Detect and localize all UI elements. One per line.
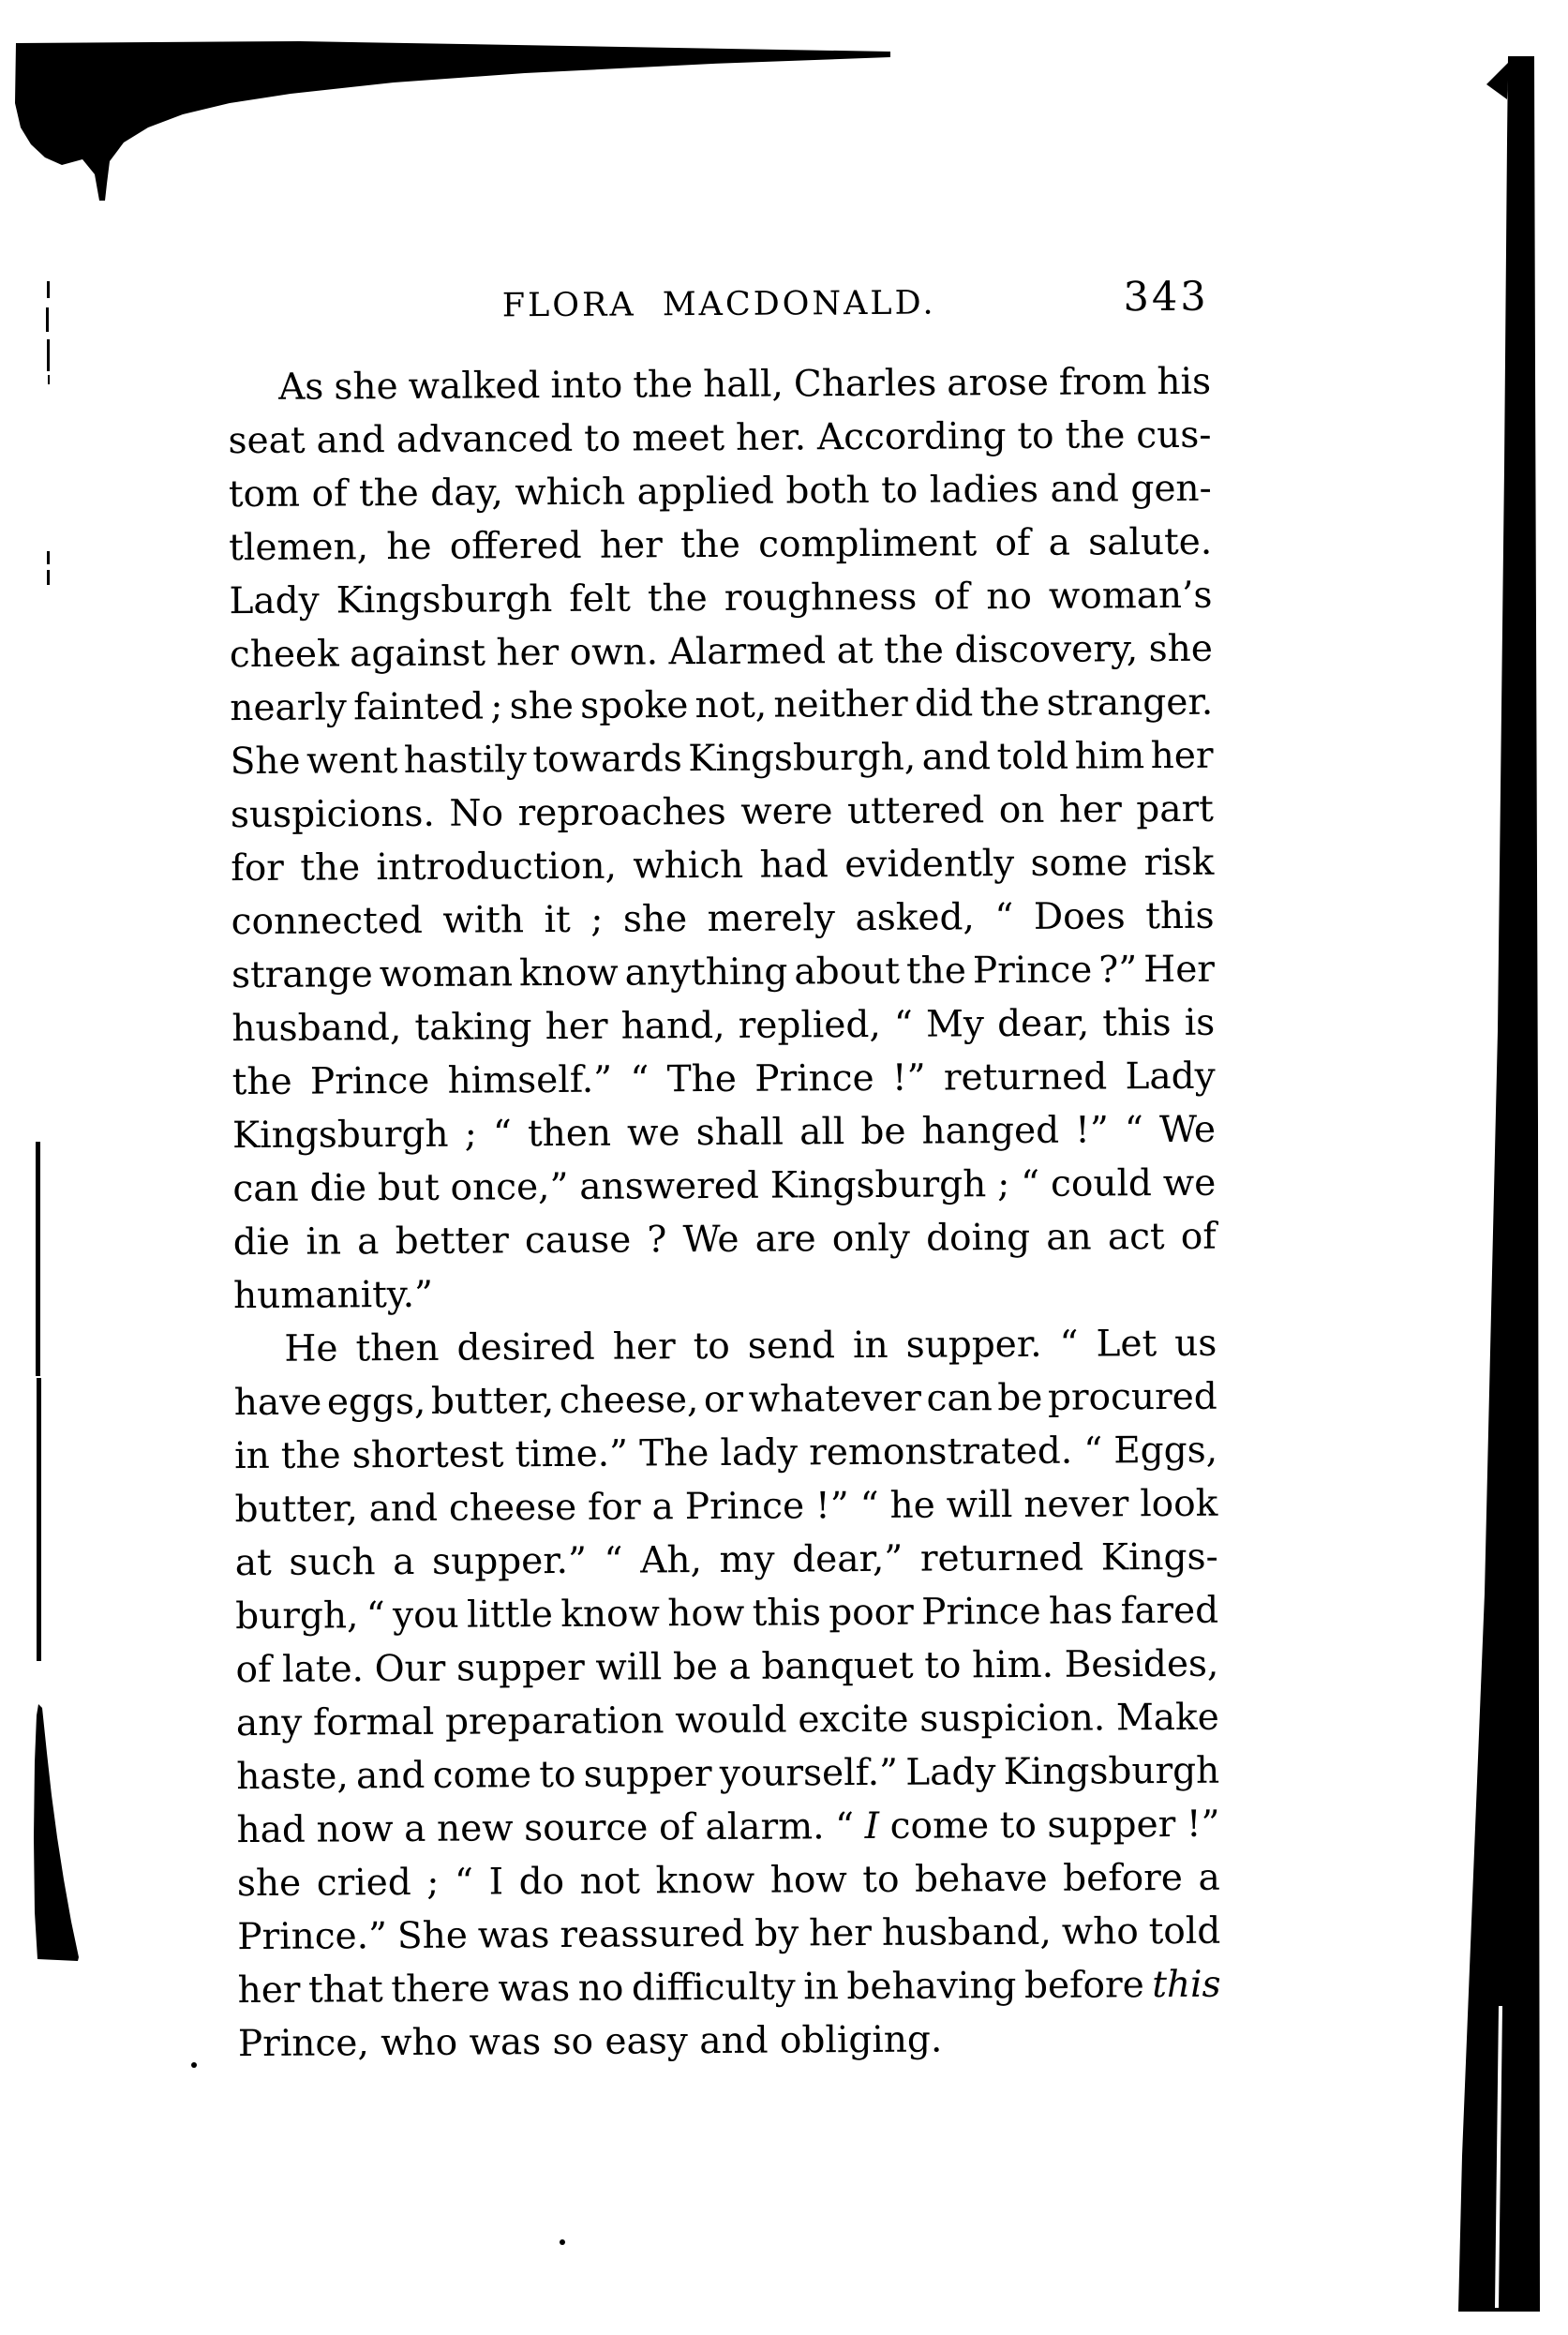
text-line: of late. Our supper will be a banquet to him. Besides, xyxy=(235,1642,1219,1692)
text-line: the Prince himself.” “ The Prince !” returned Lady xyxy=(231,1055,1216,1104)
text-line: her that there was no difficulty in behaving before this xyxy=(237,1963,1221,2013)
page-number: 343 xyxy=(1123,273,1209,322)
text-line: She went hastily towards Kingsburgh, and told him her xyxy=(230,734,1214,784)
text-line: haste, and come to supper yourself.” Lady Kingsburgh xyxy=(236,1749,1220,1799)
text-line: Prince, who was so easy and obliging. xyxy=(237,2018,943,2066)
text-line: butter, and cheese for a Prince !” “ he will never look xyxy=(234,1482,1218,1532)
page-header xyxy=(228,273,1211,334)
text-line: have eggs, butter, cheese, or whatever can be procured xyxy=(233,1375,1217,1425)
text-line: seat and advanced to meet her. According to the cus- xyxy=(228,413,1212,463)
running-title: FLORA MACDONALD. xyxy=(501,284,936,325)
text-line: Lady Kingsburgh felt the roughness of no woman’s xyxy=(229,574,1213,623)
text-line: strange woman know anything about the Prince ?” Her xyxy=(231,948,1216,997)
text-line: can die but once,” answered Kingsburgh ; “ could we xyxy=(232,1161,1217,1211)
text-line: humanity.” xyxy=(232,1273,434,1318)
text-line: die in a better cause ? We are only doing an act of xyxy=(232,1215,1217,1265)
text-line: at such a supper.” “ Ah, my dear,” returned Kings- xyxy=(234,1535,1218,1585)
text-line: for the introduction, which had evidently some risk xyxy=(231,841,1215,891)
text-line: nearly fainted ; she spoke not, neither did the stranger. xyxy=(230,681,1214,730)
text-line: any formal preparation would excite suspicion. Make xyxy=(235,1696,1219,1745)
text-line: tom of the day, which applied both to ladies and gen- xyxy=(228,467,1212,516)
text-line: He then desired her to send in supper. “ Let us xyxy=(284,1322,1217,1370)
text-line: in the shortest time.” The lady remonstrated. “ Eggs, xyxy=(234,1429,1218,1478)
text-line: suspicions. No reproaches were uttered on her part xyxy=(230,787,1214,837)
text-line: she cried ; “ I do not know how to behave before a xyxy=(236,1856,1220,1906)
text-line: Prince.” She was reassured by her husband, who told xyxy=(237,1909,1221,1959)
text-line: tlemen, he offered her the compliment of a salute. xyxy=(229,520,1213,570)
text-line: connected with it ; she merely asked, “ Does this xyxy=(231,894,1215,944)
text-line: had now a new source of alarm. “ I come to supper !” xyxy=(236,1803,1220,1852)
text-line: husband, taking her hand, replied, “ My dear, this is xyxy=(231,1001,1216,1051)
text-line: As she walked into the hall, Charles arose from his xyxy=(278,360,1212,409)
text-line: Kingsburgh ; “ then we shall all be hanged !” “ We xyxy=(231,1108,1217,1158)
text-line: cheek against her own. Alarmed at the discovery, she xyxy=(229,627,1214,677)
text-line: burgh, “ you little know how this poor Prince has fared xyxy=(235,1589,1219,1639)
body-text xyxy=(228,355,1221,2071)
